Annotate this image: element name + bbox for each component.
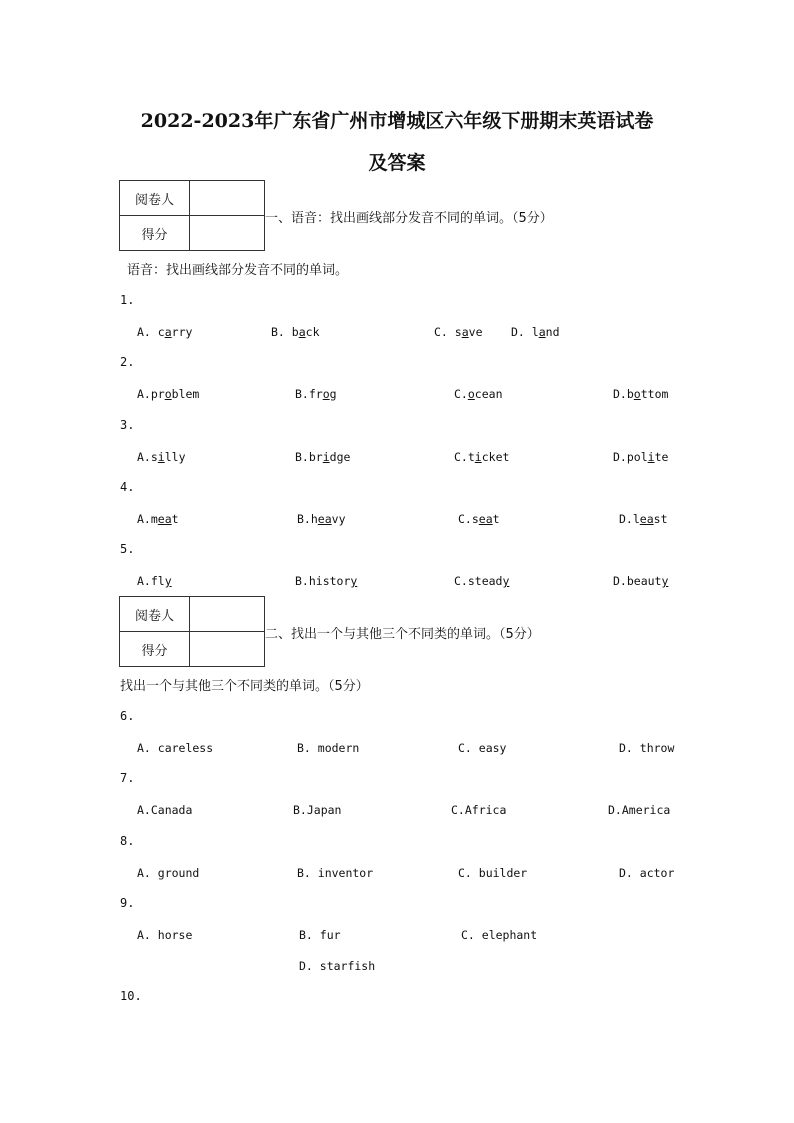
option-text: nd — [545, 325, 560, 339]
option-b — [295, 387, 337, 401]
question-number: 7. — [120, 771, 135, 785]
option-d — [613, 574, 668, 588]
option-text: B.histor — [295, 574, 351, 588]
option-c — [434, 325, 483, 339]
score-cell — [190, 216, 265, 251]
underlined-letters: o — [633, 387, 641, 401]
option-b — [295, 450, 350, 464]
underlined-letters: y — [661, 574, 669, 588]
underlined-letters: y — [502, 574, 510, 588]
option-d — [613, 387, 668, 401]
option-a: A. horse — [137, 928, 193, 942]
option-text: D.l — [619, 512, 640, 526]
option-a — [137, 450, 186, 464]
option-text: C.t — [454, 450, 475, 464]
question-number: 5. — [120, 542, 135, 556]
section-2-heading: 二、找出一个与其他三个不同类的单词。（5分） — [265, 627, 540, 642]
option-text: C.s — [458, 512, 479, 526]
document-title-line-1: 2022-2023年广东省广州市增城区六年级下册期末英语试卷 — [140, 110, 654, 132]
option-text: te — [654, 450, 669, 464]
option-text: ve — [468, 325, 483, 339]
option-text: B.h — [297, 512, 318, 526]
option-text: D.beaut — [613, 574, 662, 588]
option-text: C.stead — [454, 574, 503, 588]
option-text: A.s — [137, 450, 158, 464]
reviewer-label: 阅卷人 — [120, 597, 190, 632]
underlined-letters: i — [474, 450, 482, 464]
option-text: ttom — [640, 387, 669, 401]
underlined-letters: a — [538, 325, 546, 339]
underlined-letters: i — [647, 450, 655, 464]
option-text: D. l — [511, 325, 539, 339]
option-text: st — [653, 512, 668, 526]
option-c — [458, 512, 500, 526]
option-text: dge — [329, 450, 351, 464]
option-text: B.fr — [295, 387, 323, 401]
option-text: D.pol — [613, 450, 648, 464]
option-a — [137, 574, 172, 588]
option-text: g — [329, 387, 337, 401]
option-b: B.Japan — [293, 803, 342, 817]
underlined-letters: y — [164, 574, 172, 588]
question-number: 1. — [120, 293, 135, 307]
option-d — [613, 450, 668, 464]
option-text: cean — [474, 387, 503, 401]
option-c: C. builder — [458, 866, 528, 880]
underlined-letters: o — [164, 387, 172, 401]
score-label: 得分 — [120, 632, 190, 667]
option-text: vy — [331, 512, 346, 526]
option-b: B. modern — [297, 741, 360, 755]
option-text: C. — [454, 387, 468, 401]
underlined-letters: ea — [639, 512, 654, 526]
question-number: 10. — [120, 989, 142, 1003]
option-text: A.m — [137, 512, 158, 526]
question-number: 4. — [120, 480, 135, 494]
option-text: cket — [481, 450, 510, 464]
option-d — [619, 512, 668, 526]
option-c — [454, 450, 509, 464]
option-b — [295, 574, 357, 588]
underlined-letters: o — [467, 387, 475, 401]
reviewer-label: 阅卷人 — [120, 181, 190, 216]
option-a — [137, 512, 179, 526]
underlined-letters: a — [298, 325, 306, 339]
option-d: D.America — [608, 803, 671, 817]
reviewer-cell — [190, 597, 265, 632]
option-a — [137, 325, 192, 339]
option-text: A.fl — [137, 574, 165, 588]
option-text: D.b — [613, 387, 634, 401]
option-c: C. easy — [458, 741, 507, 755]
option-a: A. careless — [137, 741, 214, 755]
section-1-instruction: 语音：找出画线部分发音不同的单词。 — [127, 263, 349, 278]
option-c: C.Africa — [451, 803, 507, 817]
underlined-letters: i — [157, 450, 165, 464]
option-text: blem — [171, 387, 200, 401]
section-2-instruction: 找出一个与其他三个不同类的单词。（5分） — [120, 679, 369, 694]
grader-box-2 — [119, 596, 265, 667]
question-number: 9. — [120, 896, 135, 910]
option-text: B. b — [271, 325, 299, 339]
option-b — [297, 512, 346, 526]
underlined-letters: ea — [478, 512, 493, 526]
document-title-line-2: 及答案 — [368, 152, 426, 174]
underlined-letters: y — [350, 574, 358, 588]
option-c — [454, 574, 509, 588]
underlined-letters: o — [322, 387, 330, 401]
option-a: A. ground — [137, 866, 200, 880]
underlined-letters: a — [461, 325, 469, 339]
question-number: 2. — [120, 355, 135, 369]
underlined-letters: ea — [317, 512, 332, 526]
option-b: B. inventor — [297, 866, 374, 880]
question-number: 8. — [120, 834, 135, 848]
option-d: D. actor — [619, 866, 675, 880]
option-text: rry — [171, 325, 193, 339]
option-text: lly — [164, 450, 186, 464]
score-cell — [190, 632, 265, 667]
section-1-heading: 一、语音：找出画线部分发音不同的单词。（5分） — [265, 211, 553, 226]
reviewer-cell — [190, 181, 265, 216]
option-text: C. s — [434, 325, 462, 339]
question-number: 6. — [120, 709, 135, 723]
option-text: t — [492, 512, 500, 526]
score-label: 得分 — [120, 216, 190, 251]
option-c: C. elephant — [461, 928, 538, 942]
underlined-letters: ea — [157, 512, 172, 526]
option-text: A. c — [137, 325, 165, 339]
option-d: D. starfish — [299, 959, 376, 973]
question-number: 3. — [120, 418, 135, 432]
option-text: B.br — [295, 450, 323, 464]
option-d: D. throw — [619, 741, 675, 755]
option-text: ck — [305, 325, 320, 339]
option-text: t — [171, 512, 179, 526]
grader-box-1 — [119, 180, 265, 251]
option-a: A.Canada — [137, 803, 193, 817]
option-text: A.pr — [137, 387, 165, 401]
option-c — [454, 387, 503, 401]
option-d — [511, 325, 560, 339]
option-b — [271, 325, 320, 339]
underlined-letters: a — [164, 325, 172, 339]
underlined-letters: i — [322, 450, 330, 464]
option-a — [137, 387, 199, 401]
option-b: B. fur — [299, 928, 341, 942]
